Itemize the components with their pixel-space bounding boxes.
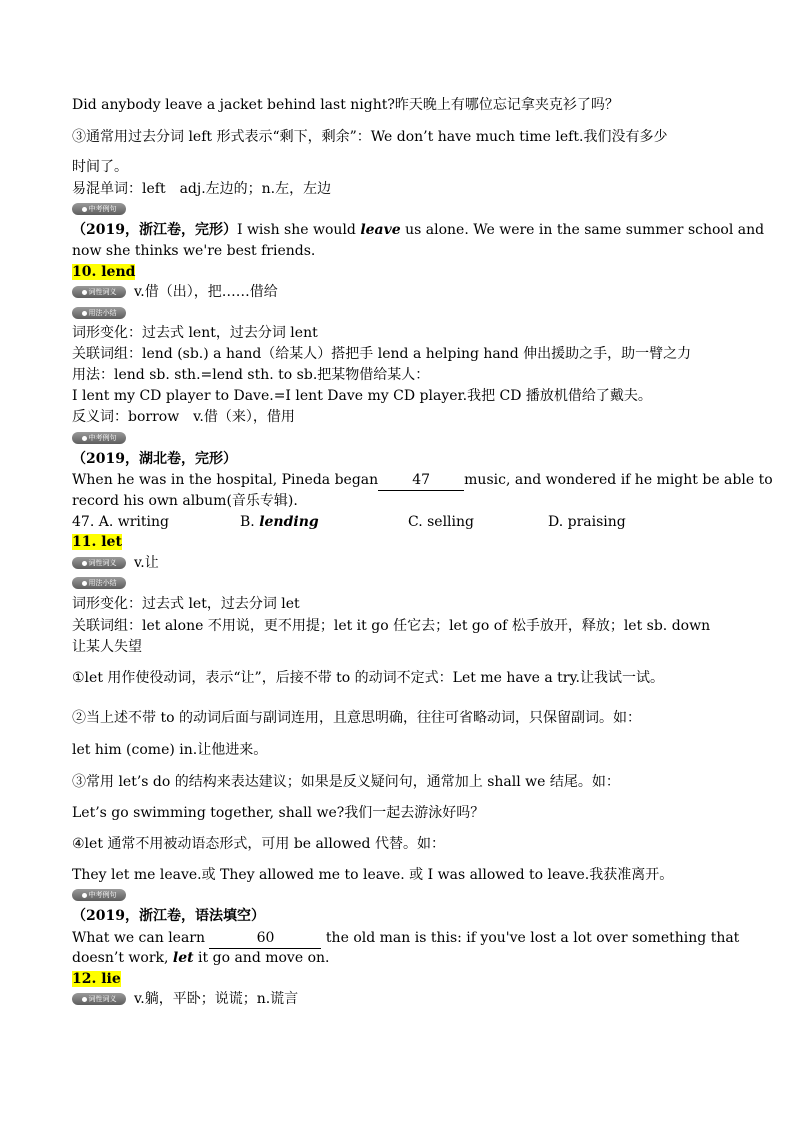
text-line: 易混单词：left adj.左边的；n.左，左边 [72,181,332,197]
usage-tag: 用法小结 [72,307,126,319]
example-line: doesn’t work, let it go and move on. [72,950,330,966]
usage-tag: 用法小结 [72,577,126,589]
example-source: （2019，湖北卷，完形） [72,451,237,467]
text-line: Let’s go swimming together, shall we?我们一起去游泳好吗？ [72,805,485,821]
tag-dot-icon [82,311,87,316]
text-line: Did anybody leave a jacket behind last night?昨天晚上有哪位忘记拿夹克衫了吗？ [72,97,619,113]
tag-dot-icon [82,561,87,566]
definition: v.躺，平卧；说谎；n.谎言 [134,991,299,1007]
text-line: I lent my CD player to Dave.=I lent Dave my CD player.我把 CD 播放机借给了戴夫。 [72,388,652,404]
tag-dot-icon [82,893,87,898]
text-line: 让某人失望 [72,639,142,655]
exam-example-tag: 中考例句 [72,432,126,444]
definition: v.借（出），把……借给 [134,284,278,300]
meaning-tag: 词性词义 [72,993,126,1005]
text-line: let him (come) in.让他进来。 [72,742,268,758]
example-source: （2019，浙江卷，完形） [72,222,237,238]
text-line: 反义词：borrow v.借（来），借用 [72,409,295,425]
text-line: ②当上述不带 to 的动词后面与副词连用，且意思明确，往往可省略动词，只保留副词。如： [72,710,641,726]
text-line: 关联词组：lend (sb.) a hand（给某人）搭把手 lend a helping hand 伸出援助之手，助一臂之力 [72,346,692,362]
text-line: record his own album(音乐专辑). [72,493,298,509]
example-line: （2019，浙江卷，完形）I wish she would leave us alone. We were in the same summer school and [72,222,765,238]
text-line: ④let 通常不用被动语态形式，可用 be allowed 代替。如： [72,836,445,852]
answer-blank: 60 [209,928,321,949]
option-c: C. selling [408,514,474,530]
word-heading: 11. let [72,534,122,550]
text-line: 关联词组：let alone 不用说，更不用提；let it go 任它去；let go of 松手放开，释放；let sb. down [72,618,711,634]
text-line: 词形变化：过去式 let，过去分词 let [72,596,300,612]
example-source: （2019，浙江卷，语法填空） [72,908,265,924]
tag-dot-icon [82,290,87,295]
option-d: D. praising [548,514,626,530]
text-line: They let me leave.或 They allowed me to leave. 或 I was allowed to leave.我获准离开。 [72,867,674,883]
definition: v.让 [134,555,159,571]
text-line: ③通常用过去分词 left 形式表示“剩下，剩余”：We don’t have much time left.我们没有多少 [72,129,668,145]
example-line: What we can learn 60 the old man is this: if you've lost a lot over something that [72,928,727,949]
option-b: B. lending [240,514,319,530]
text-line: 用法：lend sb. sth.=lend sth. to sb.把某物借给某人： [72,367,430,383]
text-line: 时间了。 [72,159,128,175]
tag-dot-icon [82,997,87,1002]
answer-blank: 47 [378,470,464,491]
option-a: 47. A. writing [72,514,169,530]
example-line: When he was in the hospital, Pineda began 47 music, and wondered if he might be able to [72,470,727,491]
key-word: let [172,950,194,966]
word-heading: 12. lie [72,971,121,987]
meaning-tag: 词性词义 [72,557,126,569]
text-line: ①let 用作使役动词，表示“让”，后接不带 to 的动词不定式：Let me have a try.让我试一试。 [72,670,664,686]
tag-dot-icon [82,436,87,441]
exam-example-tag: 中考例句 [72,203,126,215]
word-heading: 10. lend [72,264,136,280]
meaning-tag: 词性词义 [72,286,126,298]
tag-dot-icon [82,581,87,586]
text-line: 词形变化：过去式 lent，过去分词 lent [72,325,318,341]
exam-example-tag: 中考例句 [72,889,126,901]
key-word: leave [360,222,401,238]
text-line: ③常用 let’s do 的结构来表达建议；如果是反义疑问句，通常加上 shall we 结尾。如： [72,774,620,790]
tag-dot-icon [82,207,87,212]
text-line: now she thinks we're best friends. [72,243,316,259]
